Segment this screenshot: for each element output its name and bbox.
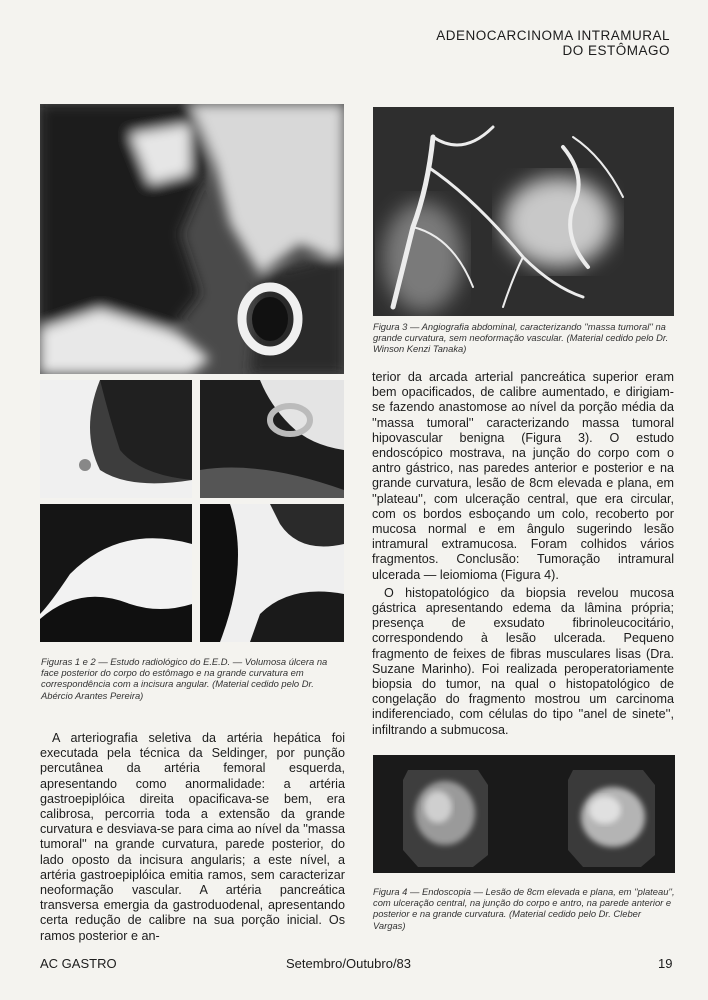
figure-1-radiograph [40, 104, 344, 374]
running-header [436, 28, 670, 58]
paragraph: terior da arcada arterial pancreática superior eram bem opacificados, de calibre aumentado, e dirigiam-se fazendo anastomose ao nível da porção média da ''massa tumoral'' caracterizando massa tumoral hipovascular benigna (Figura 3). O estudo endoscópico mostrava, na junção do corpo com o antro gástrico, nas paredes anterior e posterior e na grande curvatura, lesão de 8cm elevada e plana, em ''plateau'', com ulceração central, que era circular, com os bordos esboçando um colo, recoberto por mucosa normal e em ângulo sugerindo lesão intramural extramucosa. Foram colhidos vários fragmentos. Conclusão: Tumoração intramural ulcerada — leiomioma (Figura 4). [372, 370, 674, 582]
paragraph: A arteriografia seletiva da artéria hepática foi executada pela técnica da Seldinger, por punção percutânea da artéria femoral esquerda, apresentando como anormalidade: a artéria gastroepiplóica direita opacificava-se bem, era calibrosa, percorria toda a extensão da grande curvatura e desviava-se para cima ao nível da ''massa tumoral'' na grande curvatura, parede posterior, do lado oposto da incisura angularis; a este nível, a artéria gastroepiplóica emitia ramos, sem caracterizar neoformação vascular. A artéria pancreática transversa emergia da gastroduodenal, apresentando certa redução de calibre na sua porção inicial. Os ramos posterior e an- [40, 731, 345, 943]
right-column-text [372, 370, 674, 738]
figure-4-endoscopy [373, 755, 675, 873]
footer-journal: AC GASTRO [40, 956, 117, 971]
figure-3-angiography [373, 107, 674, 316]
figure-4-caption: Figura 4 — Endoscopia — Lesão de 8cm elevada e plana, em ''plateau'', com ulceração central, na junção do corpo e antro, na parede anterior e posterior e na grande curvatura. (Material cedido pelo Dr. Cleber Vargas) [373, 886, 675, 931]
figure-2-panel-c [40, 504, 192, 642]
footer-issue: Setembro/Outubro/83 [286, 956, 412, 971]
header-line-2: DO ESTÔMAGO [562, 43, 670, 58]
figure-2-panel-a [40, 380, 192, 498]
header-line-1: ADENOCARCINOMA INTRAMURAL [436, 28, 670, 43]
figure-2-panel-b [200, 380, 344, 498]
figure-3-caption: Figura 3 — Angiografia abdominal, caracterizando ''massa tumoral'' na grande curvatura, sem neoformação vascular. (Material cedido pelo Dr. Winson Kenzi Tanaka) [373, 321, 669, 355]
footer-page-number: 19 [658, 956, 673, 971]
figure-1-2-caption: Figuras 1 e 2 — Estudo radiológico do E.E.D. — Volumosa úlcera na face posterior do corpo do estômago e na grande curvatura em correspondência com a incisura angular. (Material cedido pelo Dr. Abércio Arantes Pereira) [41, 656, 328, 701]
left-column-text [40, 731, 345, 944]
figure-2-panel-d [200, 504, 344, 642]
paragraph: O histopatológico da biopsia revelou mucosa gástrica apresentando edema da lâmina própria; presença de exsudato fibrinoleucocitário, correspondendo à lesão ulcerada. Pequeno fragmento de feixes de fibras musculares lisas (Dra. Suzane Marinho). Foi realizada peroperatoriamente biopsia do tumor, na qual o histopatológico de congelação do fragmento mostrou um carcinoma indiferenciado, com células do tipo ''anel de sinete'', infiltrando a submucosa. [372, 585, 674, 737]
